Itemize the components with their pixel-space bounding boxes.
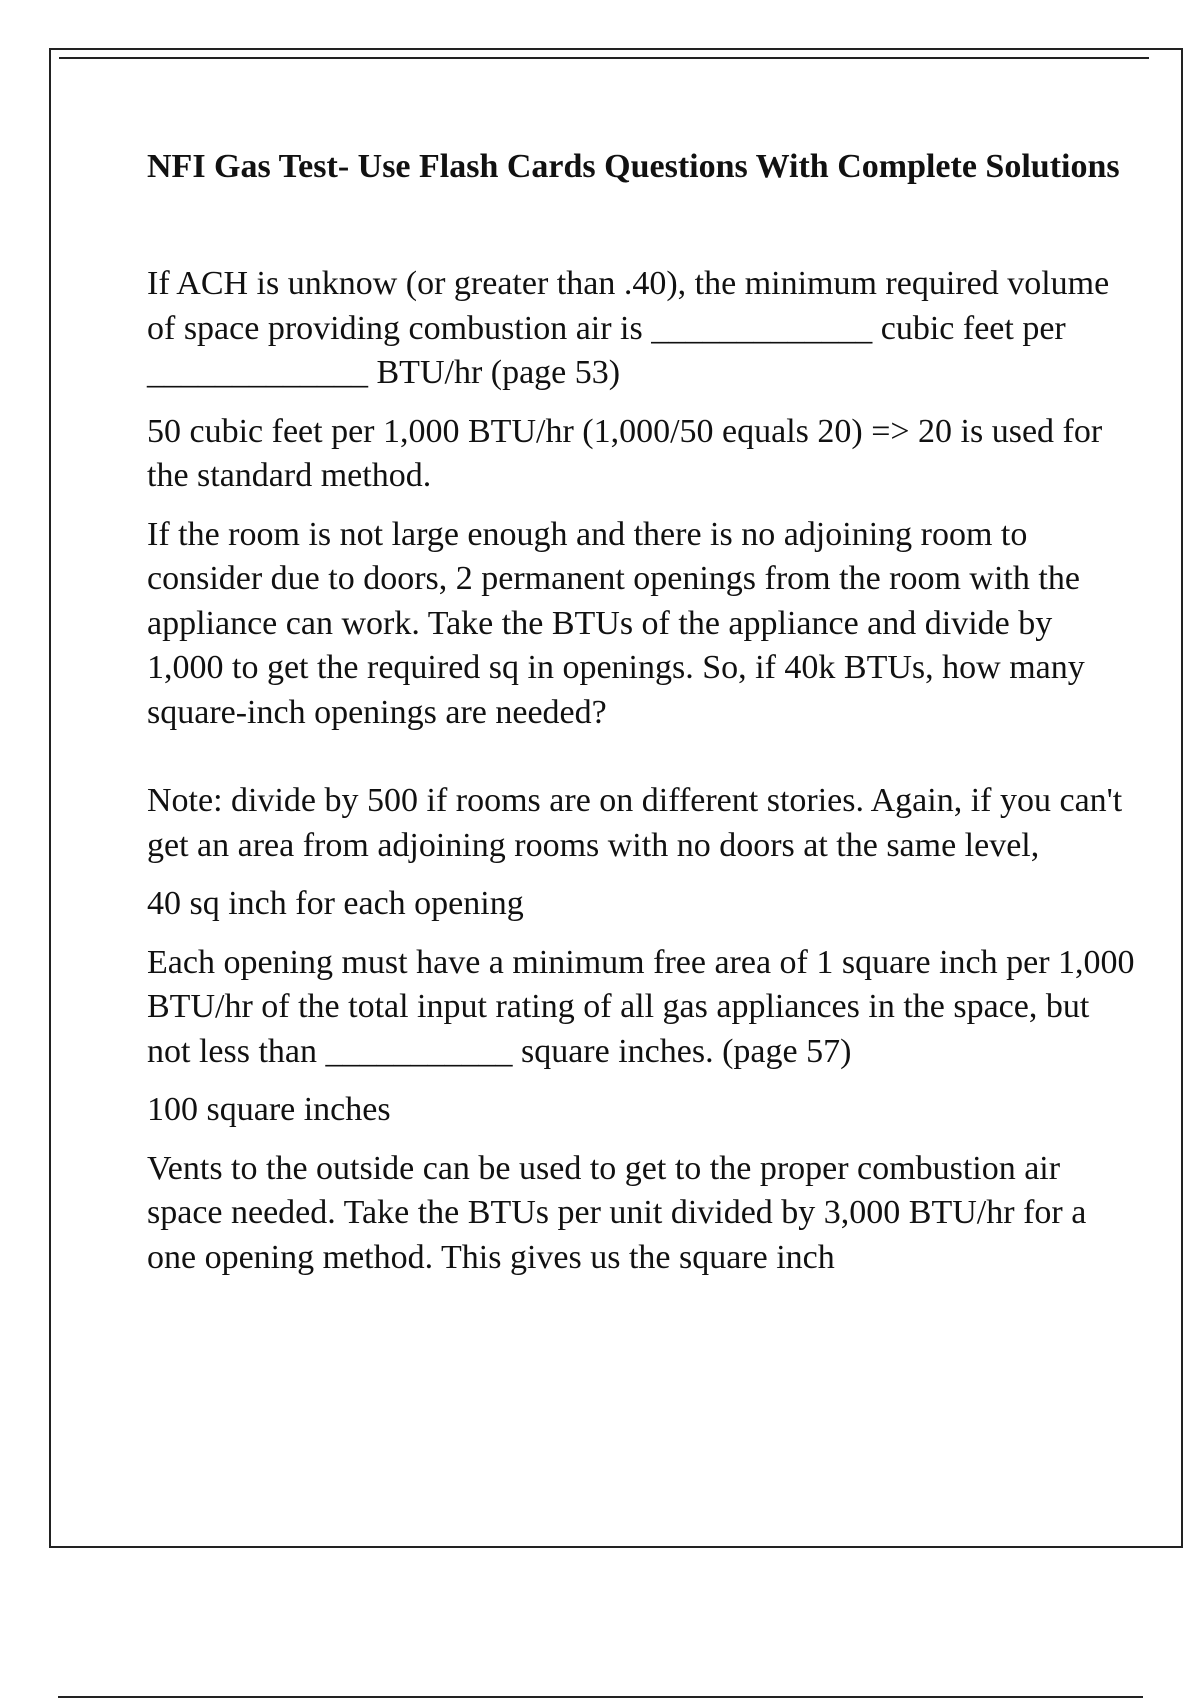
question-outside-vents: Vents to the outside can be used to get to the proper combustion air space needed. Take the BTUs per unit divided by 3,000 BTU/hr for a one opening method. This gives us the square inch [147, 1149, 1087, 1276]
top-rule [59, 57, 1149, 59]
page-frame [49, 48, 1183, 1548]
answer-permanent-openings: 40 sq inch for each opening [147, 885, 524, 922]
note-different-stories: Note: divide by 500 if rooms are on different stories. Again, if you can't get an area from adjoining rooms with no doors at the same level, [147, 782, 1123, 864]
document-title: NFI Gas Test- Use Flash Cards Questions With Complete Solutions [147, 148, 1120, 185]
question-permanent-openings: If the room is not large enough and there is no adjoining room to consider due to doors, 2 permanent openings from the room with the appliance can work. Take the BTUs of the appliance and divide by 1,000 to get the required sq in openings. So, if 40k BTUs, how many square-inch openings are needed? [147, 515, 1085, 731]
bottom-rule [58, 1696, 1143, 1698]
answer-ach-volume: 50 cubic feet per 1,000 BTU/hr (1,000/50 equals 20) => 20 is used for the standard method. [147, 412, 1103, 494]
answer-minimum-free-area: 100 square inches [147, 1091, 391, 1128]
question-ach-volume: If ACH is unknow (or greater than .40), the minimum required volume of space providing combustion air is _____________ cubic feet per _____________ BTU/hr (page 53) [147, 265, 1110, 391]
question-minimum-free-area: Each opening must have a minimum free area of 1 square inch per 1,000 BTU/hr of the total input rating of all gas appliances in the space, but not less than ___________ square inches. (page 57) [147, 943, 1135, 1070]
document-body [147, 144, 1137, 1294]
